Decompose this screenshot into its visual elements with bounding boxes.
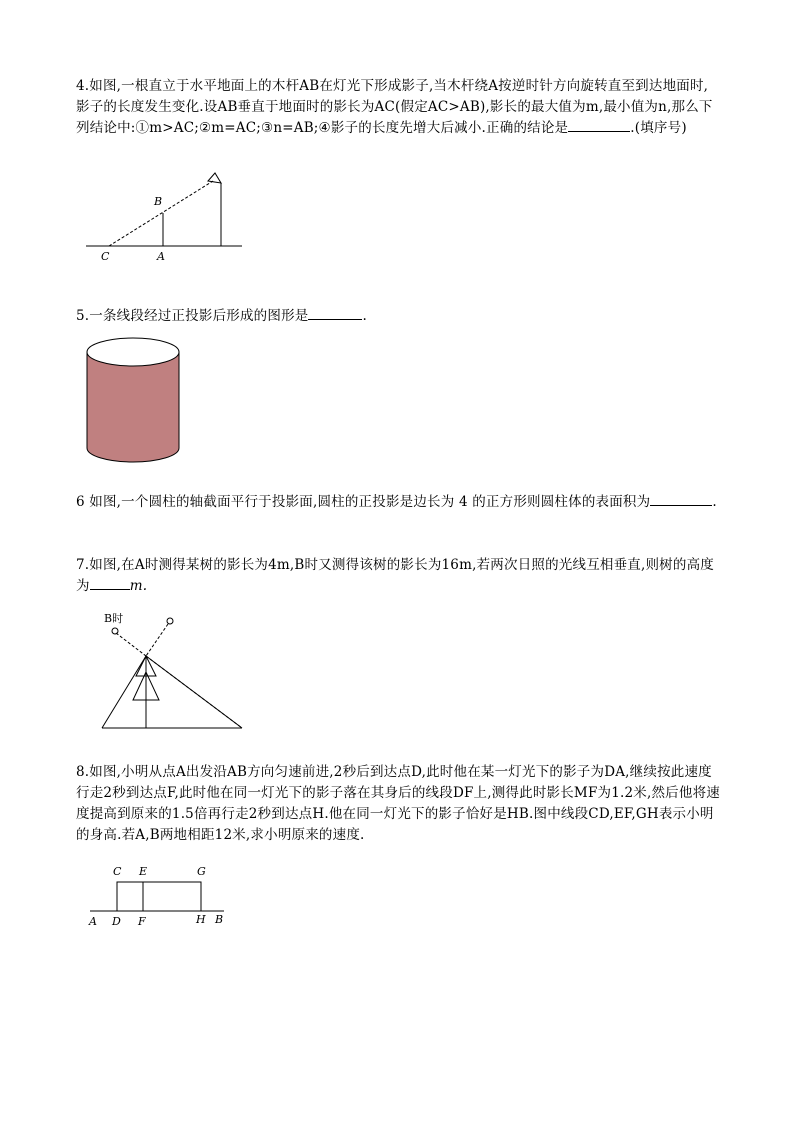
question-7-text: 7.如图,在A时测得某树的影长为4m,B时又测得该树的影长为16m,若两次日照的光线互相垂直,则树的高度为 xyxy=(76,557,714,594)
question-4-text: 4.如图,一根直立于水平地面上的木杆AB在灯光下形成影子,当木杆绕A按逆时针方向旋转直至到达地面时,影子的长度发生变化.设AB垂直于地面时的影长为AC(假定AC>AB),影长的最大值为m,最小值为n,那么下列结论中:①m>AC;②m=AC;③n=AB;④影子的长度先增大后减小.正确的结论是 xyxy=(76,78,713,136)
label-c: C xyxy=(101,250,110,263)
question-6-tail: . xyxy=(712,494,717,510)
label-a: A xyxy=(157,250,165,263)
question-8-text: 8.如图,小明从点A出发沿AB方向匀速前进,2秒后到达点D,此时他在某一灯光下的影子为DA,继续按此速度行走2秒到达点F,此时他在同一灯光下的影子落在其身后的线段DF上,测得此时影长MF为1.2米,然后他将速度提高到原来的1.5倍再行走2秒到达点H.他在同一灯光下的影子恰好是HB.图中线段CD,EF,GH表示小明的身高.若A,B两地相距12米,求小明原来的速度. xyxy=(76,764,720,843)
label-g: G xyxy=(197,865,206,878)
question-4-tail: .(填序号) xyxy=(630,120,687,136)
label-b: B xyxy=(215,913,224,926)
label-d: D xyxy=(112,915,121,928)
label-c: C xyxy=(113,865,122,878)
question-6-text: 6 如图,一个圆柱的轴截面平行于投影面,圆柱的正投影是边长为 4 的正方形则圆柱体的表面积为 xyxy=(76,494,651,510)
label-f: F xyxy=(138,915,146,928)
height-frame xyxy=(117,882,201,911)
label-b-time: B时 xyxy=(104,612,124,625)
label-a: A xyxy=(89,915,97,928)
label-h: H xyxy=(196,913,206,926)
label-b: B xyxy=(154,195,163,208)
question-5-tail: . xyxy=(362,308,367,324)
question-5-text: 5.一条线段经过正投影后形成的图形是 xyxy=(76,308,309,324)
question-7-tail: m. xyxy=(129,578,148,594)
label-e: E xyxy=(139,865,148,878)
